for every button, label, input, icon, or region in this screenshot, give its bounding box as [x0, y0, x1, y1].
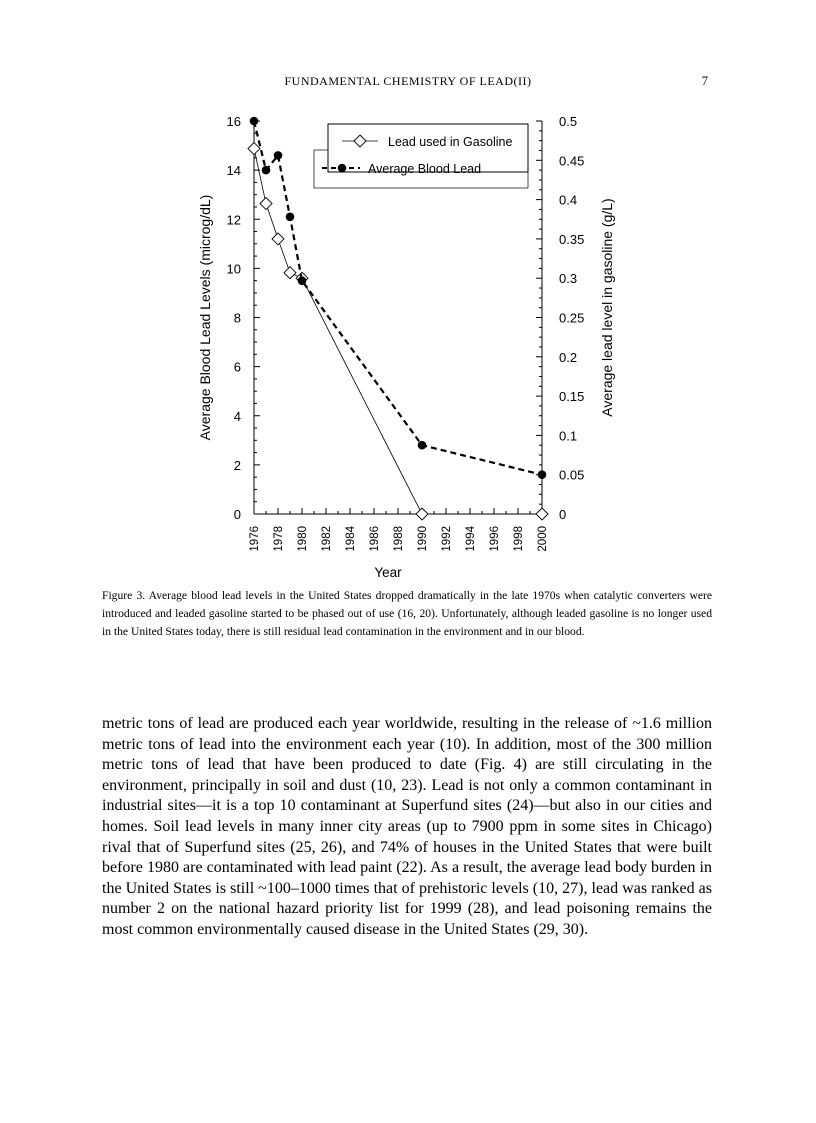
y-left-tick-label: 10	[226, 261, 241, 277]
y-right-tick-label: 0.4	[559, 192, 578, 208]
y-left-tick-label: 8	[233, 310, 241, 326]
x-axis-title: Year	[374, 565, 402, 580]
blood-lead-chart	[180, 100, 615, 585]
body-paragraph: metric tons of lead are produced each year worldwide, resulting in the release of ~1.6 million metric tons of lead into the environment each year (10). In addition, most of the 300 million metric tons of lead that have been produced to date (Fig. 4) are still circulating in the environment, principally in soil and dust (10, 23). Lead is not only a common contaminant in industrial sites—it is a top 10 contaminant at Superfund sites (24)—but also in our cities and homes. Soil lead levels in many inner city areas (up to 7900 ppm in some sites in Chicago) rival that of Superfund sites (25, 26), and 74% of houses in the United States that were built before 1980 are contaminated with lead paint (22). As a result, the average lead body burden in the United States is still ~100–1000 times that of prehistoric levels (10, 27), lead was ranked as number 2 on the national hazard priority list for 1999 (28), and lead poisoning remains the most common environmentally caused disease in the United States (29, 30).	[102, 715, 712, 938]
legend-blood-lead-marker	[338, 164, 347, 173]
y-right-tick-label: 0	[559, 507, 567, 522]
running-title: FUNDAMENTAL CHEMISTRY OF LEAD(II)	[284, 74, 532, 88]
body-text	[102, 714, 712, 941]
legend-blood-lead-label: Average Blood Lead	[368, 162, 482, 176]
y-left-tick-label: 6	[233, 359, 241, 375]
y-right-tick-label: 0.1	[559, 428, 578, 444]
gasoline-point	[416, 508, 428, 520]
y-right-tick-label: 0.15	[559, 389, 585, 405]
x-tick-label: 2000	[537, 526, 549, 552]
gasoline-point	[272, 233, 284, 245]
y-left-tick-label: 16	[226, 114, 241, 129]
blood-lead-point	[262, 166, 271, 175]
blood-lead-point	[538, 470, 547, 479]
y-right-tick-label: 0.2	[559, 349, 578, 365]
x-tick-label: 1982	[321, 526, 333, 552]
x-tick-label: 1988	[393, 526, 405, 552]
x-tick-label: 1976	[249, 526, 261, 552]
y-right-tick-label: 0.35	[559, 231, 585, 247]
figure-caption: Figure 3. Average blood lead levels in the United States dropped dramatically in the late 1970s when catalytic converters were introduced and leaded gasoline started to be phased out of use (16, 20). Unfortunately, although leaded gasoline is no longer used in the United States today, there is still residual lead contamination in the environment and in our blood.	[102, 589, 712, 638]
blood-lead-point	[274, 151, 283, 160]
y-right-tick-label: 0.3	[559, 271, 578, 287]
x-tick-label: 1978	[273, 526, 285, 552]
y-right-tick-label: 0.45	[559, 153, 585, 169]
gasoline-point	[536, 508, 548, 520]
gasoline-point	[248, 143, 260, 155]
legend-gasoline-label: Lead used in Gasoline	[388, 135, 513, 149]
y-right-axis-title: Average lead level in gasoline (g/L)	[599, 198, 615, 417]
x-tick-label: 1986	[369, 526, 381, 552]
series-gasoline-line	[254, 149, 542, 514]
y-right-tick-label: 0.5	[559, 114, 578, 129]
blood-lead-point	[298, 276, 307, 285]
blood-lead-point	[250, 117, 259, 126]
gasoline-point	[284, 267, 296, 279]
blood-lead-point	[286, 212, 295, 221]
page-number: 7	[701, 74, 708, 88]
y-left-tick-label: 14	[226, 163, 241, 179]
y-right-tick-label: 0.25	[559, 310, 585, 326]
y-left-tick-label: 0	[233, 507, 241, 522]
x-tick-label: 1998	[513, 526, 525, 552]
x-tick-label: 1984	[345, 526, 357, 552]
x-tick-label: 1992	[441, 526, 453, 552]
blood-lead-point	[418, 441, 427, 450]
page-header	[0, 74, 816, 92]
y-left-axis-title: Average Blood Lead Levels (microg/dL)	[197, 194, 213, 441]
y-left-tick-label: 4	[233, 408, 241, 424]
x-tick-label: 1996	[489, 526, 501, 552]
y-left-tick-label: 2	[233, 457, 241, 473]
gasoline-point	[260, 198, 272, 210]
x-tick-label: 1980	[297, 526, 309, 552]
x-tick-label: 1990	[417, 526, 429, 552]
y-right-tick-label: 0.05	[559, 467, 585, 483]
y-left-tick-label: 12	[226, 212, 241, 228]
x-tick-label: 1994	[465, 526, 477, 552]
